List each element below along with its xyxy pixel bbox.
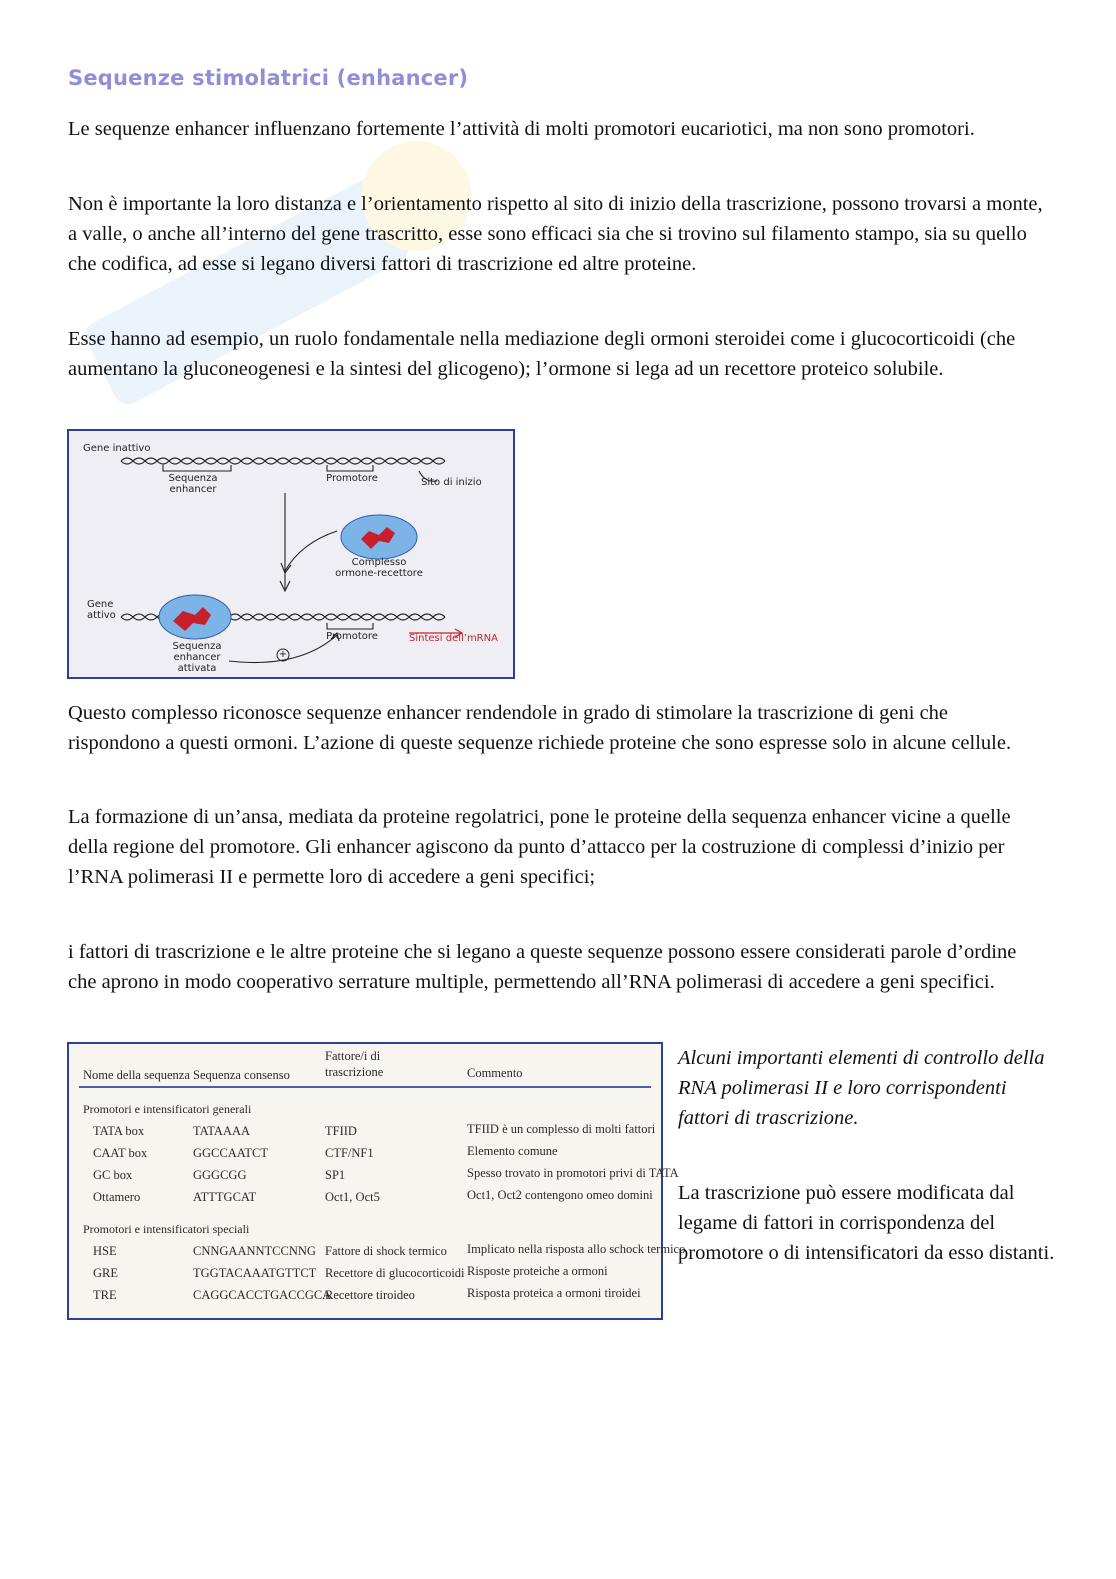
section-special: Promotori e intensificatori speciali: [83, 1222, 250, 1236]
side-paragraph: La trascrizione può essere modificata dal legame di fattori in corrispondenza del promotore o di intensificatori da esso distanti.: [678, 1182, 1055, 1264]
header-rule: [79, 1086, 651, 1088]
paragraph-3: Esse hanno ad esempio, un ruolo fondamentale nella mediazione degli ormoni steroidei come i glucocorticoidi (che aumentano la gluconeogenesi e la sintesi del glicogeno); l’ormone si lega ad un recettore proteico solubile.: [68, 328, 1016, 380]
cell-factor: Recettore di glucocorticoidi: [325, 1266, 465, 1280]
paragraph-2: Non è importante la loro distanza e l’orientamento rispetto al sito di inizio della trascrizione, possono trovarsi a monte, a valle, o anche all’interno del gene trascritto, esse sono efficaci sia che si trovino sul filamento stampo, sia su quello che codifica, ad esse si legano diversi fattori di trascrizione ed altre proteine.: [68, 193, 1043, 275]
watermark-logo: [20, 120, 540, 440]
col-header-comment: Commento: [467, 1066, 523, 1080]
label-start-site: Sito di inizio: [421, 477, 482, 488]
label-promoter-top: Promotore: [326, 473, 378, 484]
cell-consensus: CAGGCACCTGACCGCA: [193, 1288, 332, 1302]
paragraph-6: i fattori di trascrizione e le altre proteine che si legano a queste sequenze possono essere considerati parole d’ordine che aprono in modo cooperativo serrature multiple, permettendo all’RNA polimerasi di accedere a geni specifici.: [68, 941, 1017, 993]
cell-name: GC box: [93, 1168, 133, 1182]
cell-factor: CTF/NF1: [325, 1146, 374, 1160]
label-hormone-receptor-complex: Complesso ormone-recettore: [335, 557, 423, 579]
cell-comment: Spesso trovato in promotori privi di TATA: [467, 1166, 679, 1180]
paragraph-4: Questo complesso riconosce sequenze enhancer rendendole in grado di stimolare la trascrizione di geni che rispondono a questi ormoni. L’azione di queste sequenze richiede proteine che sono espresse solo in alcune cellule.: [68, 702, 1012, 754]
cell-name: CAAT box: [93, 1146, 148, 1160]
label-enhancer-activated: Sequenza enhancer attivata: [172, 641, 222, 674]
cell-comment: Elemento comune: [467, 1144, 558, 1158]
control-elements-table: [67, 1042, 686, 1320]
enhancer-diagram: [67, 429, 515, 679]
cell-consensus: TGGTACAAATGTTCT: [193, 1266, 317, 1280]
col-header-name: Nome della sequenza: [83, 1068, 190, 1082]
page-heading: Sequenze stimolatrici (enhancer): [68, 66, 469, 90]
label-mrna-synthesis: Sintesi dell’mRNA: [409, 633, 498, 644]
label-gene-active: Gene attivo: [87, 599, 116, 621]
cell-name: Ottamero: [93, 1190, 141, 1204]
col-header-consensus: Sequenza consenso: [193, 1068, 290, 1082]
cell-name: GRE: [93, 1266, 118, 1280]
section-general: Promotori e intensificatori generali: [83, 1102, 252, 1116]
label-plus: +: [278, 649, 288, 660]
cell-factor: TFIID: [325, 1124, 357, 1138]
cell-name: TATA box: [93, 1124, 145, 1138]
label-promoter-bottom: Promotore: [326, 631, 378, 642]
cell-comment: Implicato nella risposta allo schock termico: [467, 1242, 686, 1256]
cell-consensus: CNNGAANNTCCNNG: [193, 1244, 316, 1258]
cell-name: TRE: [93, 1288, 117, 1302]
cell-factor: Fattore di shock termico: [325, 1244, 447, 1258]
cell-factor: Recettore tiroideo: [325, 1288, 415, 1302]
cell-consensus: GGCCAATCT: [193, 1146, 269, 1160]
cell-comment: TFIID è un complesso di molti fattori: [467, 1122, 656, 1136]
label-gene-inactive: Gene inattivo: [83, 443, 151, 454]
cell-comment: Risposta proteica a ormoni tiroidei: [467, 1286, 641, 1300]
cell-factor: Oct1, Oct5: [325, 1190, 380, 1204]
cell-consensus: ATTTGCAT: [193, 1190, 257, 1204]
cell-factor: SP1: [325, 1168, 346, 1182]
cell-name: HSE: [93, 1244, 117, 1258]
cell-comment: Risposte proteiche a ormoni: [467, 1264, 608, 1278]
label-enhancer-sequence: Sequenza enhancer: [168, 473, 218, 495]
cell-consensus: TATAAAA: [193, 1124, 251, 1138]
paragraph-5: La formazione di un’ansa, mediata da proteine regolatrici, pone le proteine della sequenza enhancer vicine a quelle della regione del promotore. Gli enhancer agiscono da punto d’attacco per la costruzione di complessi d’inizio per l’RNA polimerasi II e permette loro di accedere a geni specifici;: [68, 806, 1011, 888]
table-caption: Alcuni importanti elementi di controllo della RNA polimerasi II e loro corrispondenti fattori di trascrizione.: [678, 1047, 1045, 1129]
col-header-factors: Fattore/i di trascrizione: [325, 1049, 384, 1079]
cell-comment: Oct1, Oct2 contengono omeo domini: [467, 1188, 653, 1202]
cell-consensus: GGGCGG: [193, 1168, 247, 1182]
paragraph-1: Le sequenze enhancer influenzano fortemente l’attività di molti promotori eucariotici, ma non sono promotori.: [68, 118, 975, 140]
